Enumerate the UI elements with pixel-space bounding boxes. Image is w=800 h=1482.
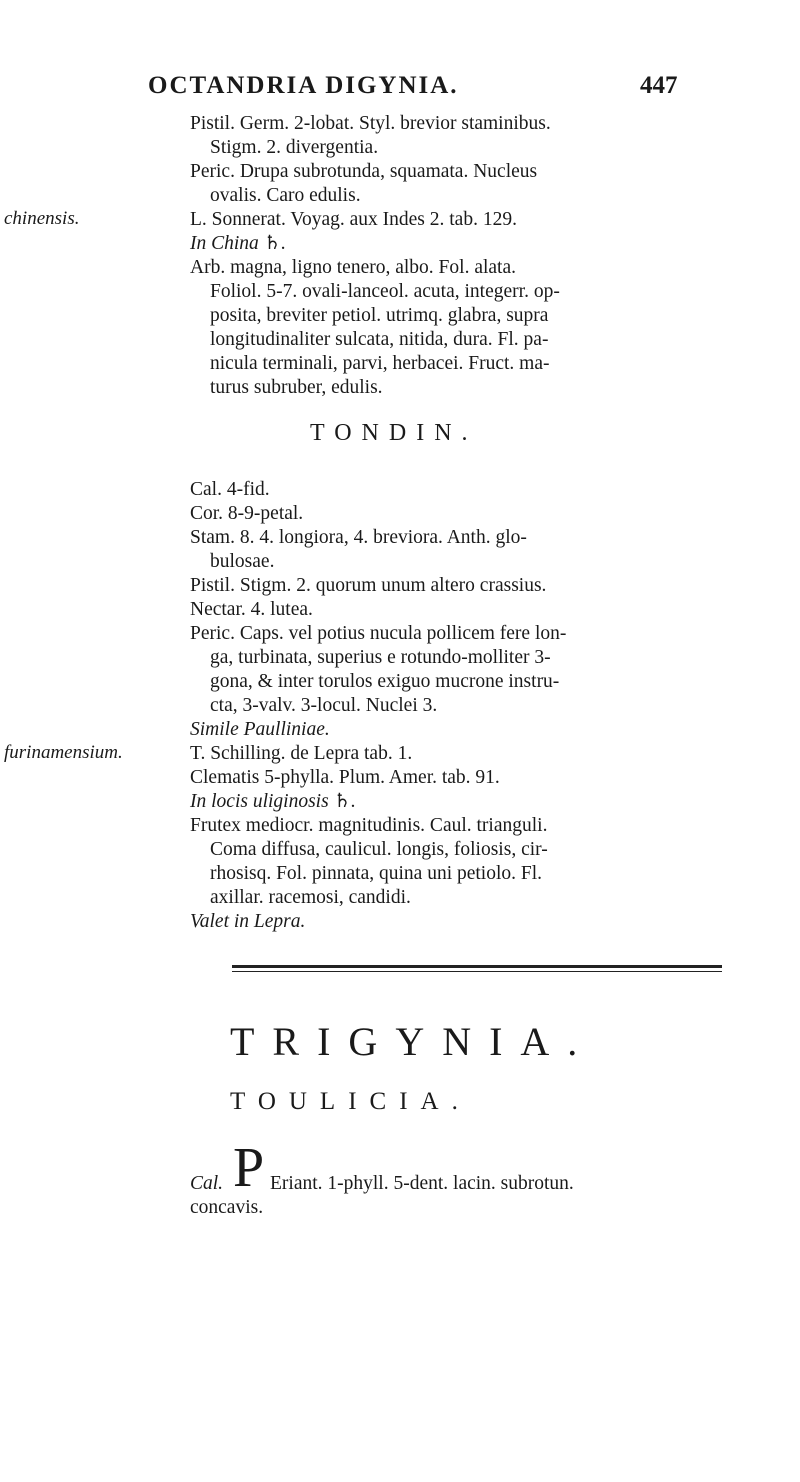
text-line: axillar. racemosi, candidi. [210,887,411,908]
running-header: OCTANDRIA DIGYNIA. [148,72,459,99]
text-line: Valet in Lepra. [190,911,306,932]
text-line: posita, breviter petiol. utrimq. glabra, supra [210,305,549,326]
genus-heading-toulicia: TOULICIA. [230,1088,471,1115]
text-line: Peric. Caps. vel potius nucula pollicem fere lon- [190,623,567,644]
text-line: Stigm. 2. divergentia. [210,137,379,158]
text-line: Cor. 8-9-petal. [190,503,304,524]
text-line: L. Sonnerat. Voyag. aux Indes 2. tab. 129. [190,209,517,230]
text-line: concavis. [190,1197,264,1218]
text-line: gona, & inter torulos exiguo mucrone instru- [210,671,560,692]
text-line: Pistil. Stigm. 2. quorum unum altero crassius. [190,575,547,596]
text-line: longitudinaliter sulcata, nitida, dura. Fl. pa- [210,329,549,350]
margin-species-label: chinensis. [4,208,80,229]
section-divider-rule [232,965,722,968]
text-line: Eriant. 1-phyll. 5-dent. lacin. subrotun. [270,1173,574,1194]
text-line: ovalis. Caro edulis. [210,185,361,206]
text-line-label: Cal. [190,1173,224,1194]
text-line: Simile Paulliniae. [190,719,330,740]
drop-cap: P [233,1137,265,1199]
text-line: turus subruber, edulis. [210,377,383,398]
section-heading-trigynia: TRIGYNIA. [230,1019,596,1064]
text-line: Coma diffusa, caulicul. longis, foliosis, cir- [210,839,548,860]
text-line: T. Schilling. de Lepra tab. 1. [190,743,413,764]
margin-species-label: furinamensium. [4,742,123,763]
text-line: bulosae. [210,551,275,572]
page-number: 447 [640,72,678,99]
section-divider-rule [232,971,722,972]
genus-heading-tondin: TONDIN. [310,420,478,446]
text-line: Foliol. 5-7. ovali-lanceol. acuta, integerr. op- [210,281,560,302]
text-line: Pistil. Germ. 2-lobat. Styl. brevior staminibus. [190,113,551,134]
text-line: Stam. 8. 4. longiora, 4. breviora. Anth. glo- [190,527,527,548]
text-line: rhosisq. Fol. pinnata, quina uni petiolo. Fl. [210,863,543,884]
text-line: ga, turbinata, superius e rotundo-molliter 3- [210,647,551,668]
text-line: In locis uliginosis ♄. [190,791,356,812]
text-line: Clematis 5-phylla. Plum. Amer. tab. 91. [190,767,500,788]
text-line: Nectar. 4. lutea. [190,599,313,620]
text-line: cta, 3-valv. 3-locul. Nuclei 3. [210,695,438,716]
text-line: Peric. Drupa subrotunda, squamata. Nucleus [190,161,538,182]
text-line: Frutex mediocr. magnitudinis. Caul. trianguli. [190,815,548,836]
text-line: Arb. magna, ligno tenero, albo. Fol. alata. [190,257,516,278]
text-line: In China ♄. [190,233,287,254]
text-line: Cal. 4-fid. [190,479,270,500]
text-line: nicula terminali, parvi, herbacei. Fruct. ma- [210,353,550,374]
